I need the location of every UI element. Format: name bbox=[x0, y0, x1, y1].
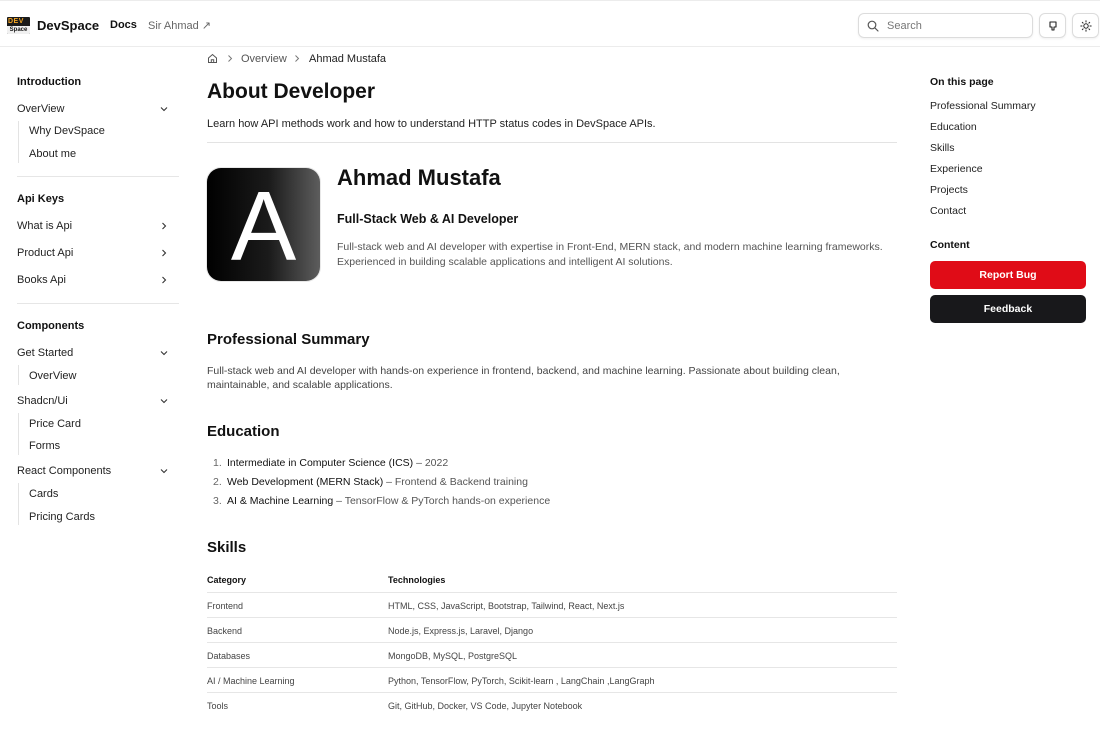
table-cell-technologies: Node.js, Express.js, Laravel, Django bbox=[388, 626, 534, 636]
logo-top-text: DEV bbox=[8, 18, 24, 25]
sidebar-item-label: Product Api bbox=[17, 247, 74, 259]
table-cell-category: Databases bbox=[207, 651, 251, 661]
sidebar-divider bbox=[17, 303, 179, 304]
education-item bbox=[213, 476, 528, 488]
sidebar-item-label: What is Api bbox=[17, 220, 73, 232]
toc-link-projects[interactable]: Projects bbox=[930, 184, 968, 196]
breadcrumb-separator-icon bbox=[226, 53, 234, 67]
page-lead: Learn how API methods work and how to understand HTTP status codes in DevSpace APIs. bbox=[207, 118, 656, 130]
sidebar-heading-api-keys: Api Keys bbox=[17, 193, 65, 205]
sidebar-item-cards[interactable]: Cards bbox=[29, 488, 59, 500]
developer-name: Ahmad Mustafa bbox=[337, 165, 501, 190]
sun-icon bbox=[1080, 20, 1092, 32]
nav-author-link[interactable]: Sir Ahmad ↗ bbox=[148, 20, 212, 32]
education-detail: – Frontend & Backend training bbox=[383, 476, 528, 488]
chevron-right-icon bbox=[159, 221, 169, 231]
theme-toggle-button[interactable] bbox=[1072, 13, 1099, 38]
education-title: Intermediate in Computer Science (ICS) bbox=[227, 457, 414, 469]
list-number: 3. bbox=[213, 495, 222, 507]
toc-link-education[interactable]: Education bbox=[930, 121, 977, 133]
avatar bbox=[207, 168, 320, 281]
toc-link-skills[interactable]: Skills bbox=[930, 142, 955, 154]
sidebar-tree-line bbox=[18, 483, 19, 525]
github-button[interactable] bbox=[1039, 13, 1066, 38]
sidebar-divider bbox=[17, 176, 179, 177]
education-title: AI & Machine Learning bbox=[227, 495, 334, 507]
table-row bbox=[207, 592, 897, 617]
report-bug-button[interactable]: Report Bug bbox=[930, 261, 1086, 289]
breadcrumb-separator-icon bbox=[293, 53, 301, 67]
education-title: Web Development (MERN Stack) bbox=[227, 476, 384, 488]
sidebar-item-books-api[interactable] bbox=[17, 272, 169, 288]
sidebar-heading-introduction: Introduction bbox=[17, 76, 82, 88]
sidebar-item-shadcn-ui[interactable] bbox=[17, 393, 169, 409]
table-cell-technologies: HTML, CSS, JavaScript, Bootstrap, Tailwind, React, Next.js bbox=[388, 601, 625, 611]
sidebar-item-why-devspace[interactable]: Why DevSpace bbox=[29, 125, 105, 137]
feedback-button[interactable]: Feedback bbox=[930, 295, 1086, 323]
sidebar-item-label: React Components bbox=[17, 465, 112, 477]
table-cell-technologies: MongoDB, MySQL, PostgreSQL bbox=[388, 651, 518, 661]
chevron-right-icon bbox=[159, 275, 169, 285]
sidebar-item-overview[interactable] bbox=[17, 101, 169, 117]
table-header-technologies: Technologies bbox=[388, 575, 446, 585]
sidebar-item-label: Get Started bbox=[17, 347, 74, 359]
sidebar-item-about-me[interactable]: About me bbox=[29, 148, 77, 160]
breadcrumb-overview[interactable]: Overview bbox=[241, 53, 287, 65]
sidebar-item-pricing-cards[interactable]: Pricing Cards bbox=[29, 511, 96, 523]
table-row bbox=[207, 667, 897, 692]
education-item bbox=[213, 457, 448, 469]
page-title: About Developer bbox=[207, 80, 376, 103]
chevron-right-icon bbox=[159, 248, 169, 258]
logo-bottom-text: Space bbox=[7, 26, 30, 34]
sidebar-item-label: Shadcn/Ui bbox=[17, 395, 68, 407]
section-heading-summary: Professional Summary bbox=[207, 331, 370, 348]
table-cell-category: Backend bbox=[207, 626, 243, 636]
chevron-down-icon bbox=[159, 348, 169, 358]
table-row bbox=[207, 617, 897, 642]
table-cell-category: AI / Machine Learning bbox=[207, 676, 295, 686]
devspace-logo[interactable] bbox=[7, 17, 30, 34]
sidebar-item-what-is-api[interactable] bbox=[17, 218, 169, 234]
chevron-down-icon bbox=[159, 466, 169, 476]
sidebar-item-product-api[interactable] bbox=[17, 245, 169, 261]
sidebar-item-react-components[interactable] bbox=[17, 463, 169, 479]
developer-bio: Full-stack web and AI developer with expertise in Front-End, MERN stack, and modern machine learning frameworks. Experienced in building scalable applications and intelligent AI solutions. bbox=[337, 241, 883, 268]
home-link[interactable] bbox=[207, 53, 218, 67]
table-cell-technologies: Git, GitHub, Docker, VS Code, Jupyter Notebook bbox=[388, 701, 583, 711]
breadcrumb-current: Ahmad Mustafa bbox=[309, 53, 387, 65]
chevron-down-icon bbox=[159, 396, 169, 406]
list-number: 1. bbox=[213, 457, 222, 469]
sidebar-tree-line bbox=[18, 121, 19, 163]
avatar-letter: A bbox=[230, 171, 297, 281]
sidebar-heading-components: Components bbox=[17, 320, 85, 332]
table-cell-category: Frontend bbox=[207, 601, 244, 611]
sidebar-item-forms[interactable]: Forms bbox=[29, 440, 61, 452]
education-item bbox=[213, 495, 550, 507]
table-row bbox=[207, 642, 897, 667]
table-cell-category: Tools bbox=[207, 701, 229, 711]
sidebar-item-label: Books Api bbox=[17, 274, 66, 286]
education-detail: – TensorFlow & PyTorch hands-on experience bbox=[333, 495, 551, 507]
summary-text: Full-stack web and AI developer with hands-on experience in frontend, backend, and machine learning. Passionate about building clean, maintainable, and scalable applications. bbox=[207, 365, 840, 391]
sidebar-item-label: OverView bbox=[17, 103, 65, 115]
toc-link-experience[interactable]: Experience bbox=[930, 163, 983, 175]
table-header-category: Category bbox=[207, 575, 247, 585]
sidebar-tree-line bbox=[18, 365, 19, 385]
list-number: 2. bbox=[213, 476, 222, 488]
section-heading-education: Education bbox=[207, 423, 280, 440]
toc-link-contact[interactable]: Contact bbox=[930, 205, 967, 217]
sidebar-tree-line bbox=[18, 413, 19, 455]
content-title: Content bbox=[930, 239, 970, 251]
top-bar bbox=[0, 0, 1100, 47]
table-row bbox=[207, 692, 897, 717]
toc-title: On this page bbox=[930, 76, 994, 88]
education-detail: – 2022 bbox=[413, 457, 449, 469]
brand-name[interactable]: DevSpace bbox=[37, 18, 100, 33]
search-box[interactable] bbox=[858, 13, 1033, 38]
developer-role: Full-Stack Web & AI Developer bbox=[337, 212, 519, 226]
sidebar-item-components-overview[interactable]: OverView bbox=[29, 370, 77, 382]
chevron-down-icon bbox=[159, 104, 169, 114]
toc-link-professional-summary[interactable]: Professional Summary bbox=[930, 100, 1036, 112]
home-icon bbox=[207, 53, 218, 64]
nav-docs-link[interactable]: Docs bbox=[110, 19, 137, 31]
search-input[interactable] bbox=[887, 18, 1027, 34]
sidebar-item-price-card[interactable]: Price Card bbox=[29, 418, 81, 430]
sidebar bbox=[0, 47, 190, 730]
divider bbox=[207, 142, 897, 143]
section-heading-skills: Skills bbox=[207, 539, 247, 556]
search-icon bbox=[867, 20, 879, 32]
sidebar-item-get-started[interactable] bbox=[17, 345, 169, 361]
table-cell-technologies: Python, TensorFlow, PyTorch, Scikit-learn , LangChain ,LangGraph bbox=[388, 676, 655, 686]
github-icon bbox=[1047, 20, 1059, 32]
